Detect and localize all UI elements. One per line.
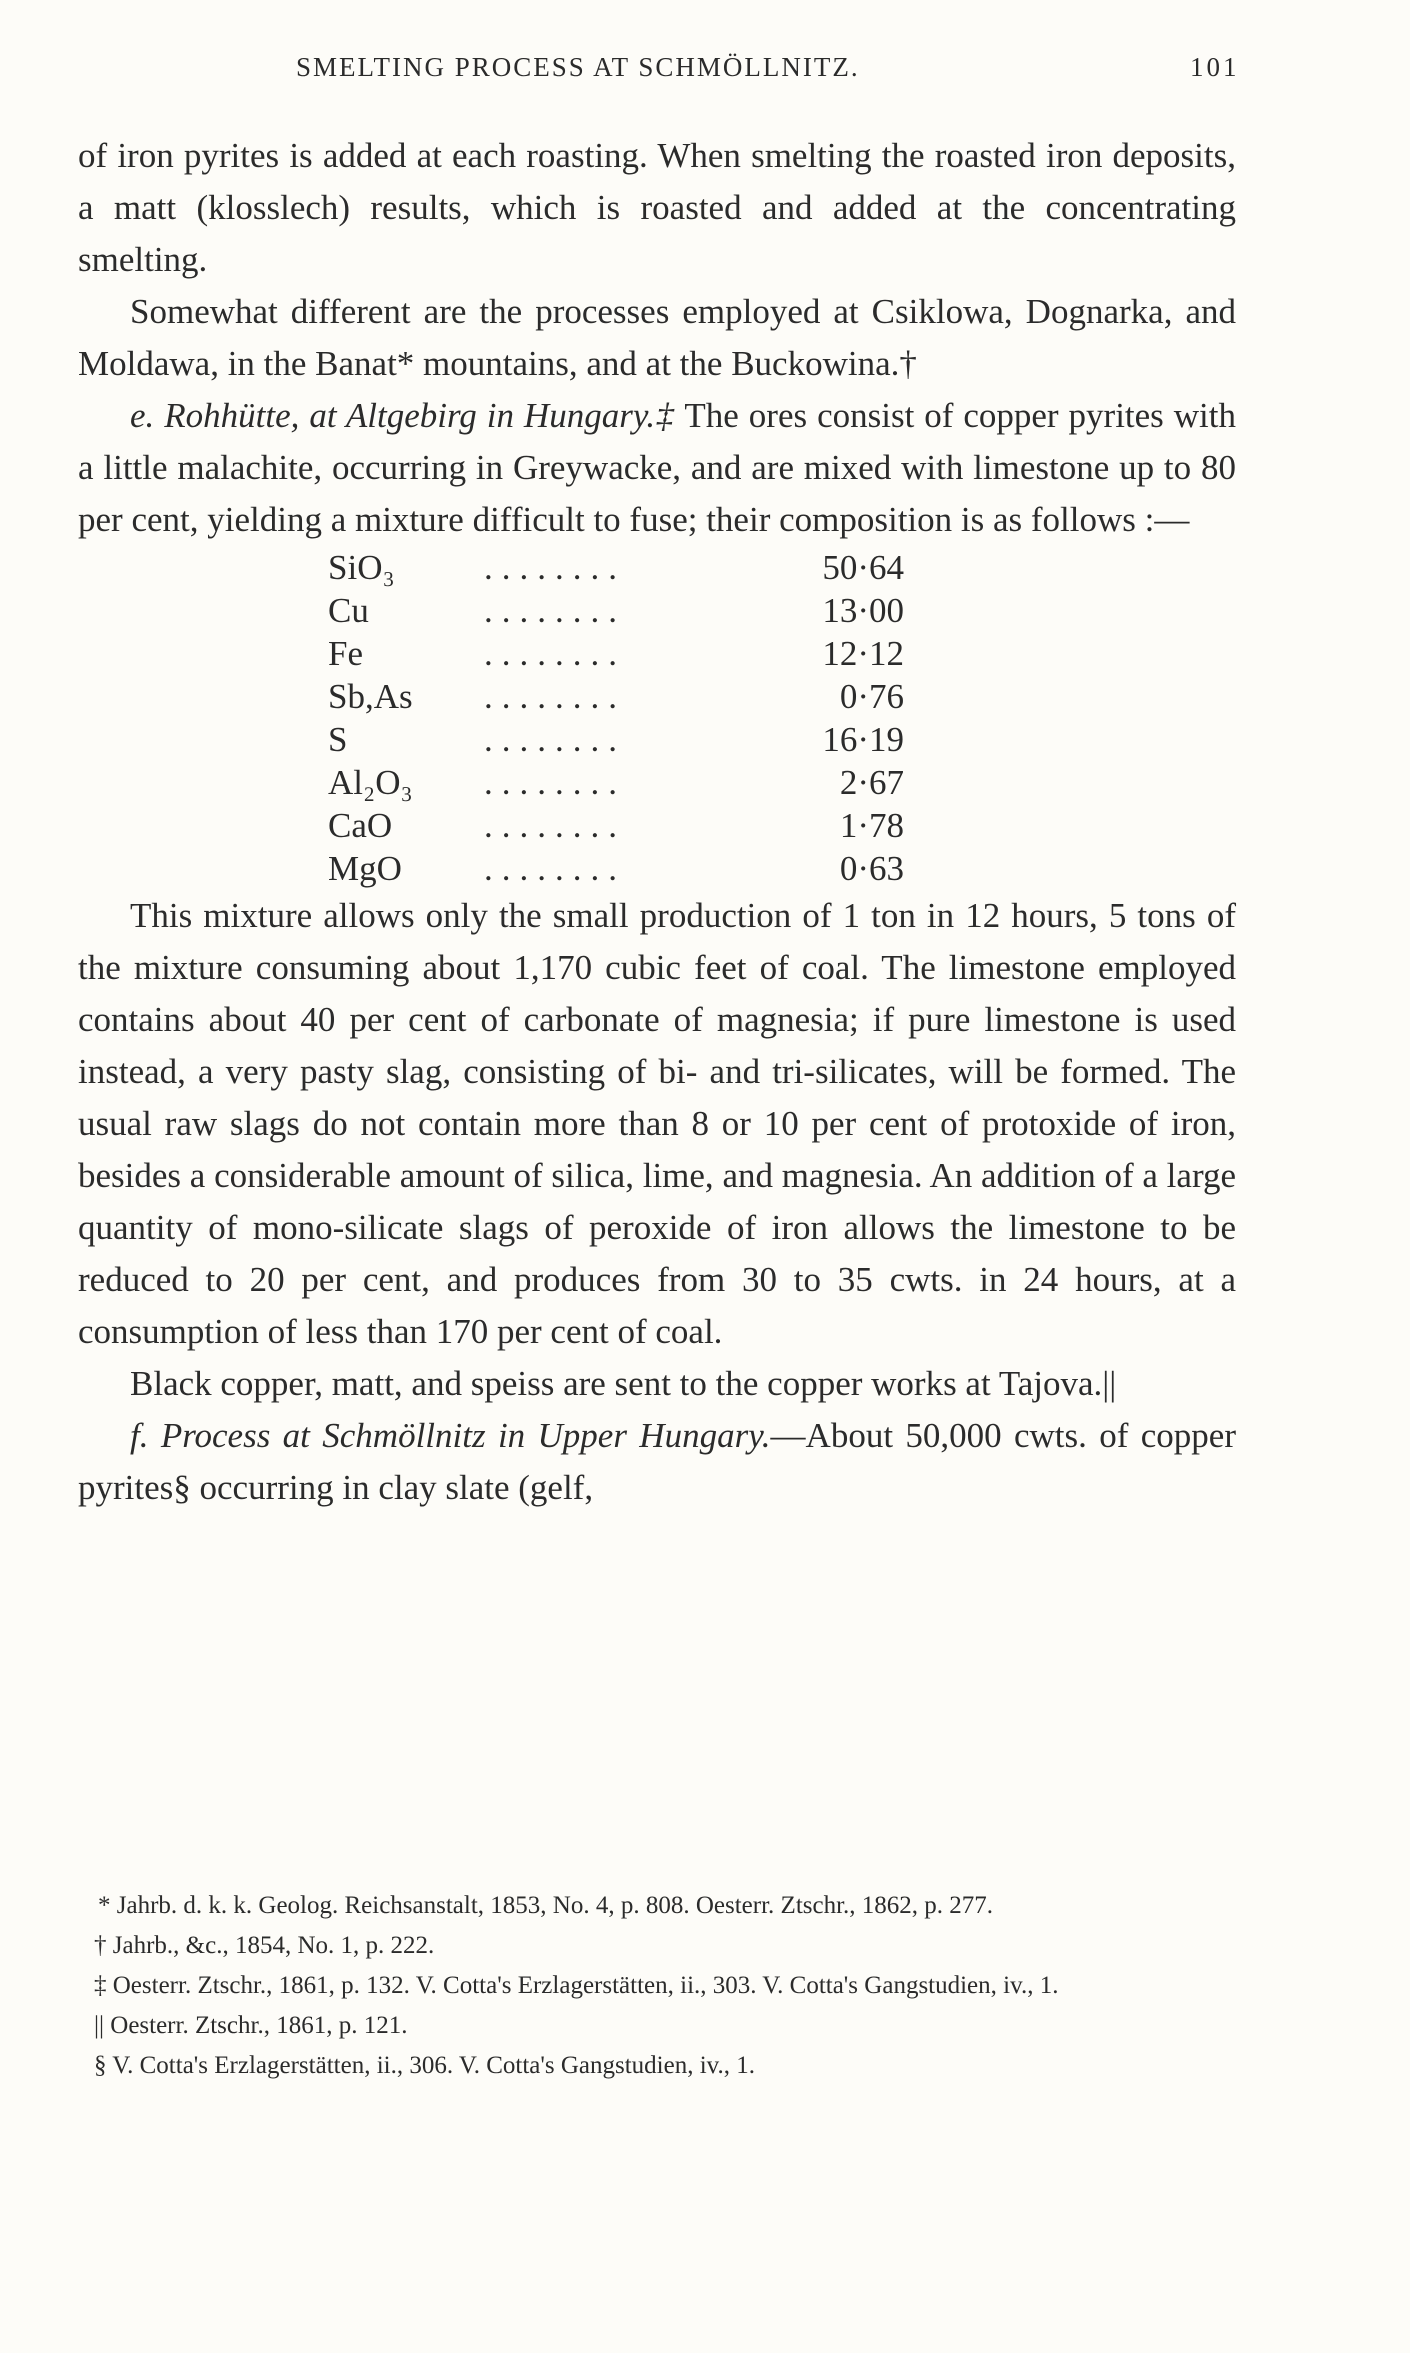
footnote: † Jahrb., &c., 1854, No. 1, p. 222. xyxy=(94,1932,435,1959)
section-e-text: The ores consist of copper pyrites with a little malachite, occurring in Greywacke, and are mixed with limestone up to 80 per cent, yielding a mixture difficult to fuse; their composition is as follows :— xyxy=(78,396,1236,539)
component-name: SiO₃ xyxy=(328,548,395,587)
running-title: SMELTING PROCESS AT SCHMÖLLNITZ. xyxy=(296,52,860,82)
leader-dots: ........ xyxy=(484,548,626,587)
component-value: 50·64 xyxy=(822,548,904,587)
body-text xyxy=(78,130,1236,1514)
section-e-paragraph xyxy=(78,390,1236,546)
footnote: * Jahrb. d. k. k. Geolog. Reichsanstalt, 1853, No. 4, p. 808. Oesterr. Ztschr., 1862, p. 277. xyxy=(98,1892,994,1919)
paragraph: This mixture allows only the small production of 1 ton in 12 hours, 5 tons of the mixture consuming about 1,170 cubic feet of coal. The limestone employed contains about 40 per cent of carbonate of magnesia; if pure limestone is used instead, a very pasty slag, consisting of bi- and tri-silicates, will be formed. The usual raw slags do not contain more than 8 or 10 per cent of protoxide of iron, besides a considerable amount of silica, lime, and magnesia. An addition of a large quantity of mono-silicate slags of peroxide of iron allows the limestone to be reduced to 20 per cent, and produces from 30 to 35 cwts. in 24 hours, at a consumption of less than 170 per cent of coal. xyxy=(78,896,1236,1351)
component-name: CaO xyxy=(328,806,393,845)
component-value: 0·63 xyxy=(839,849,904,888)
component-value: 16·19 xyxy=(822,720,904,759)
page-number: 101 xyxy=(1190,52,1240,82)
table-row xyxy=(328,718,934,761)
component-value: 12·12 xyxy=(822,634,904,673)
component-name: Sb,As xyxy=(328,677,413,716)
component-name: MgO xyxy=(328,849,402,888)
leader-dots: ........ xyxy=(484,763,626,802)
table-row xyxy=(328,546,934,589)
section-f-paragraph xyxy=(78,1410,1236,1514)
leader-dots: ........ xyxy=(484,677,626,716)
section-f-heading: f. Process at Schmöllnitz in Upper Hungary. xyxy=(130,1416,771,1455)
component-value: 13·00 xyxy=(822,591,904,630)
footnote: ‡ Oesterr. Ztschr., 1861, p. 132. V. Cotta's Erzlagerstätten, ii., 303. V. Cotta's Gangstudien, iv., 1. xyxy=(94,1972,1059,1999)
leader-dots: ........ xyxy=(484,849,626,888)
footnote: || Oesterr. Ztschr., 1861, p. 121. xyxy=(94,2012,408,2039)
composition-table xyxy=(328,546,934,890)
page-header xyxy=(0,52,1410,92)
section-f-text: —About 50,000 cwts. of copper pyrites§ occurring in clay slate (gelf, xyxy=(78,1416,1236,1507)
table-row xyxy=(328,589,934,632)
component-value: 1·78 xyxy=(839,806,904,845)
paragraph: Somewhat different are the processes employed at Csiklowa, Dognarka, and Moldawa, in the Banat* mountains, and at the Buckowina.† xyxy=(78,292,1236,383)
component-name: Cu xyxy=(328,591,369,630)
paragraph: of iron pyrites is added at each roasting. When smelting the roasted iron deposits, a matt (klosslech) results, which is roasted and added at the concentrating smelting. xyxy=(78,136,1236,279)
component-name: Fe xyxy=(328,634,363,673)
leader-dots: ........ xyxy=(484,591,626,630)
table-row xyxy=(328,761,934,804)
table-row xyxy=(328,675,934,718)
table-row xyxy=(328,632,934,675)
section-e-heading: e. Rohhütte, at Altgebirg in Hungary.‡ xyxy=(130,396,676,435)
component-name: Al₂O₃ xyxy=(328,763,413,802)
footnote: § V. Cotta's Erzlagerstätten, ii., 306. V. Cotta's Gangstudien, iv., 1. xyxy=(94,2052,756,2079)
footnotes xyxy=(78,1888,1240,2088)
leader-dots: ........ xyxy=(484,720,626,759)
table-row xyxy=(328,804,934,847)
leader-dots: ........ xyxy=(484,806,626,845)
leader-dots: ........ xyxy=(484,634,626,673)
table-row xyxy=(328,847,934,890)
component-value: 0·76 xyxy=(839,677,904,716)
component-value: 2·67 xyxy=(839,763,904,802)
paragraph: Black copper, matt, and speiss are sent to the copper works at Tajova.|| xyxy=(130,1364,1117,1403)
component-name: S xyxy=(328,720,348,759)
